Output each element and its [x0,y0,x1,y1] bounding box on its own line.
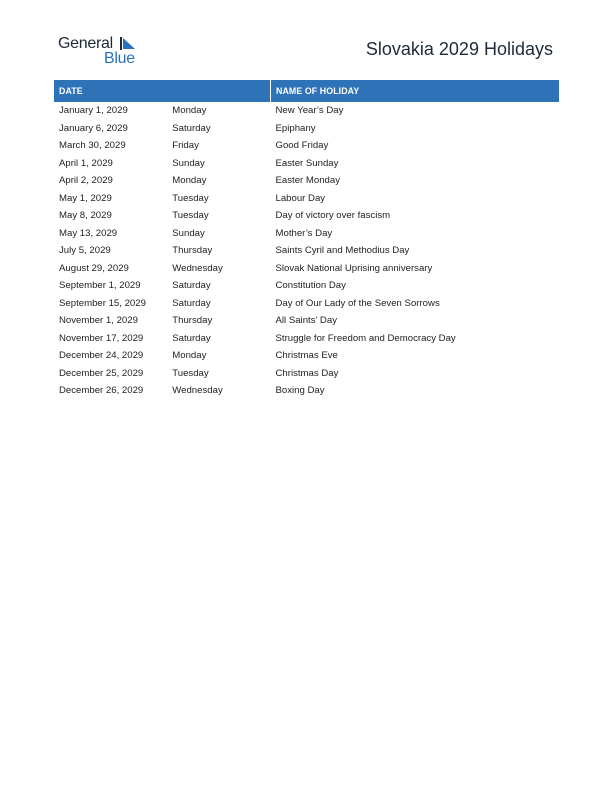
logo-word-general: General [58,35,113,52]
holiday-weekday: Saturday [172,122,211,134]
table-row [54,365,559,383]
holiday-name: Struggle for Freedom and Democracy Day [275,332,456,344]
holiday-weekday: Saturday [172,332,211,344]
holiday-name: Christmas Eve [275,350,338,362]
table-row [54,155,559,173]
table-row [54,120,559,138]
holiday-weekday: Wednesday [172,385,223,397]
table-row [54,295,559,313]
holiday-date: May 1, 2029 [59,192,112,204]
holiday-weekday: Tuesday [172,210,209,222]
table-row [54,137,559,155]
holiday-name: Epiphany [275,122,316,134]
holiday-name: Labour Day [275,192,326,204]
table-row [54,242,559,260]
holiday-date: July 5, 2029 [59,245,111,257]
holiday-name: All Saints’ Day [275,315,337,327]
table-row [54,312,559,330]
table-row [54,225,559,243]
table-row [54,277,559,295]
holiday-date: December 24, 2029 [59,350,144,362]
holiday-weekday: Tuesday [172,367,209,379]
holiday-weekday: Thursday [172,315,213,327]
holiday-name: Day of victory over fascism [275,210,391,222]
holiday-date: December 26, 2029 [59,385,144,397]
holiday-date: January 6, 2029 [59,122,128,134]
holiday-date: August 29, 2029 [59,262,129,274]
holiday-date: November 17, 2029 [59,332,144,344]
holiday-name: Day of Our Lady of the Seven Sorrows [275,297,440,309]
table-row [54,382,559,400]
holiday-date: January 1, 2029 [59,105,128,117]
holiday-name: Boxing Day [275,385,325,397]
holiday-date: April 2, 2029 [59,175,113,187]
holiday-name: Saints Cyril and Methodius Day [275,245,410,257]
holiday-weekday: Saturday [172,280,211,292]
table-row [54,190,559,208]
holiday-date: September 1, 2029 [59,280,141,292]
holiday-date: May 8, 2029 [59,210,112,222]
holiday-name: Easter Sunday [275,157,339,169]
generalblue-logo [58,33,148,69]
table-row [54,102,559,120]
holiday-weekday: Saturday [172,297,211,309]
holiday-date: March 30, 2029 [59,140,126,152]
table-row [54,330,559,348]
holiday-name: Constitution Day [275,280,346,292]
holiday-weekday: Monday [172,350,207,362]
holiday-date: November 1, 2029 [59,315,138,327]
page-title: Slovakia 2029 Holidays [365,39,553,59]
holiday-weekday: Thursday [172,245,213,257]
holiday-name: Christmas Day [275,367,339,379]
table-row [54,207,559,225]
logo-word-blue: Blue [104,50,135,67]
holiday-weekday: Friday [172,140,199,152]
flag-icon [120,37,136,50]
holiday-weekday: Sunday [172,227,205,239]
holiday-weekday: Tuesday [172,192,209,204]
holiday-name: Good Friday [275,140,329,152]
column-header-date: DATE [54,80,271,102]
table-row [54,172,559,190]
holiday-name: Slovak National Uprising anniversary [275,262,433,274]
holiday-name: Easter Monday [275,175,341,187]
holiday-date: May 13, 2029 [59,227,118,239]
holiday-weekday: Monday [172,105,207,117]
holiday-weekday: Wednesday [172,262,223,274]
holiday-date: December 25, 2029 [59,367,144,379]
holiday-name: New Year’s Day [275,105,344,117]
table-row [54,260,559,278]
column-header-holiday-name: NAME OF HOLIDAY [271,80,560,102]
holiday-date: April 1, 2029 [59,157,113,169]
table-row [54,347,559,365]
holiday-table [54,80,559,400]
holiday-weekday: Sunday [172,157,205,169]
holiday-date: September 15, 2029 [59,297,146,309]
table-body [54,102,559,400]
table-header-row [54,80,559,102]
holiday-name: Mother’s Day [275,227,333,239]
holiday-weekday: Monday [172,175,207,187]
